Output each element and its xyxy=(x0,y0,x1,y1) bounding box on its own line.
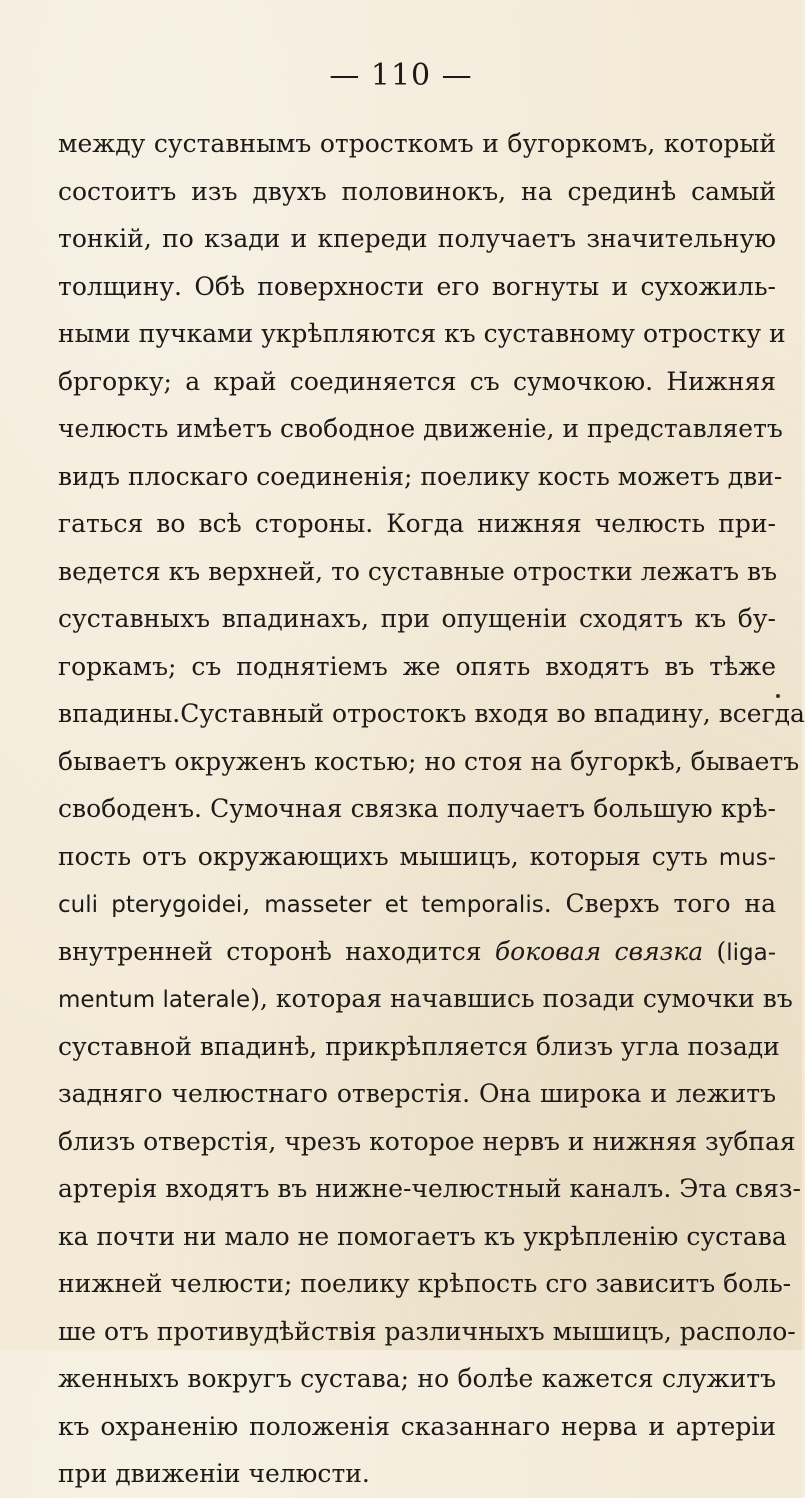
text-segment: суставныхъ впадинахъ, при опущеніи сходятъ къ бу- xyxy=(58,604,776,633)
text-line xyxy=(58,1403,776,1451)
text-line xyxy=(58,880,776,928)
text-segment: ведется къ верхней, то суставные отростки лежатъ въ xyxy=(58,556,777,586)
text-segment: ка почти ни мало не помогаетъ къ укрѣпленію сустава xyxy=(58,1221,787,1251)
italic-term: боковая связка xyxy=(494,936,704,966)
text-segment: горкамъ; съ поднятіемъ же опять входятъ въ тѣже xyxy=(58,651,776,681)
latin-term: liga- xyxy=(726,939,776,966)
text-segment: видъ плоскаго соединенія; поелику кость можетъ дви- xyxy=(58,461,783,491)
text-segment: , xyxy=(242,889,265,918)
text-segment: бываетъ окруженъ костью; но стоя на бугоркѣ, бываетъ xyxy=(58,746,800,776)
ink-speck xyxy=(776,694,780,698)
text-line xyxy=(58,215,776,263)
text-line xyxy=(58,1260,792,1308)
text-segment: свободенъ. Сумочная связка получаетъ большую крѣ- xyxy=(58,794,776,823)
text-segment: ( xyxy=(703,936,727,966)
text-segment: ше отъ противудѣйствія различныхъ мышицъ, располо- xyxy=(58,1316,796,1346)
text-line xyxy=(58,500,776,548)
text-line xyxy=(58,928,776,976)
text-line xyxy=(58,548,776,596)
text-segment: женныхъ вокругъ сустава; но болѣе кажется служитъ xyxy=(58,1364,776,1393)
text-line xyxy=(58,690,805,738)
text-segment: гаться во всѣ стороны. Когда нижняя челюсть при- xyxy=(58,509,776,538)
text-segment: артерія входятъ въ нижне-челюстный каналъ. Эта связ- xyxy=(58,1174,801,1203)
page-number: — 110 — xyxy=(329,58,473,93)
text-segment: ), которая начавшись позади сумочки въ xyxy=(250,984,793,1013)
text-line xyxy=(58,1450,776,1498)
text-segment: пость отъ окружающихъ мышицъ, которыя суть xyxy=(58,841,719,871)
text-line xyxy=(58,168,776,216)
text-segment: близъ отверстія, чрезъ которое нервъ и нижняя зубпая xyxy=(58,1126,796,1156)
text-segment: нижней челюсти; поелику крѣпость сго зависитъ боль- xyxy=(58,1269,792,1298)
text-line xyxy=(58,738,800,786)
text-line xyxy=(58,263,776,311)
body-text xyxy=(58,120,805,1498)
text-line xyxy=(58,785,776,833)
text-segment: впадины.Суставный отростокъ входя во впадину, всегда xyxy=(58,699,805,728)
text-segment: между суставнымъ отросткомъ и бугоркомъ, который xyxy=(58,129,776,158)
text-segment: задняго челюстнаго отверстія. Она широка и лежитъ xyxy=(58,1079,776,1108)
text-line xyxy=(58,120,776,168)
text-segment: тонкій, по кзади и кпереди получаетъ значительную xyxy=(58,224,776,253)
text-line xyxy=(58,1355,776,1403)
latin-term: culi pterygoidei xyxy=(58,892,243,918)
text-line xyxy=(58,405,783,453)
text-line xyxy=(58,975,793,1023)
text-line xyxy=(58,643,776,691)
latin-term: mentum laterale xyxy=(58,987,251,1013)
text-line xyxy=(58,1118,796,1166)
text-segment: толщину. Обѣ поверхности его вогнуты и сухожиль- xyxy=(58,271,776,301)
text-segment: суставной впадинѣ, прикрѣпляется близъ угла позади xyxy=(58,1031,780,1061)
text-line xyxy=(58,1213,787,1261)
text-segment: . Сверхъ того на xyxy=(543,889,776,918)
latin-term: masseter et temporalis xyxy=(264,892,544,918)
text-segment: челюсть имѣетъ свободное движеніе, и представляетъ xyxy=(58,414,783,443)
text-segment: ными пучками укрѣпляются къ суставному отростку и xyxy=(58,319,786,348)
text-segment: при движеніи челюсти. xyxy=(58,1459,370,1488)
text-segment: состоитъ изъ двухъ половинокъ, на срединѣ самый xyxy=(58,176,776,206)
text-segment: бргорку; а край соединяется съ сумочкою. Нижняя xyxy=(58,366,776,396)
text-line xyxy=(58,310,786,358)
text-line xyxy=(58,1023,780,1071)
text-line xyxy=(58,1165,801,1213)
text-line xyxy=(58,1070,776,1118)
text-line xyxy=(58,595,776,643)
text-segment: внутренней сторонѣ находится xyxy=(58,936,495,966)
text-line xyxy=(58,453,783,501)
text-line xyxy=(58,358,776,406)
text-line xyxy=(58,833,776,881)
text-line xyxy=(58,1308,796,1356)
latin-term: mus- xyxy=(718,844,776,871)
text-segment: къ охраненію положенія сказаннаго нерва и артеріи xyxy=(58,1411,776,1441)
